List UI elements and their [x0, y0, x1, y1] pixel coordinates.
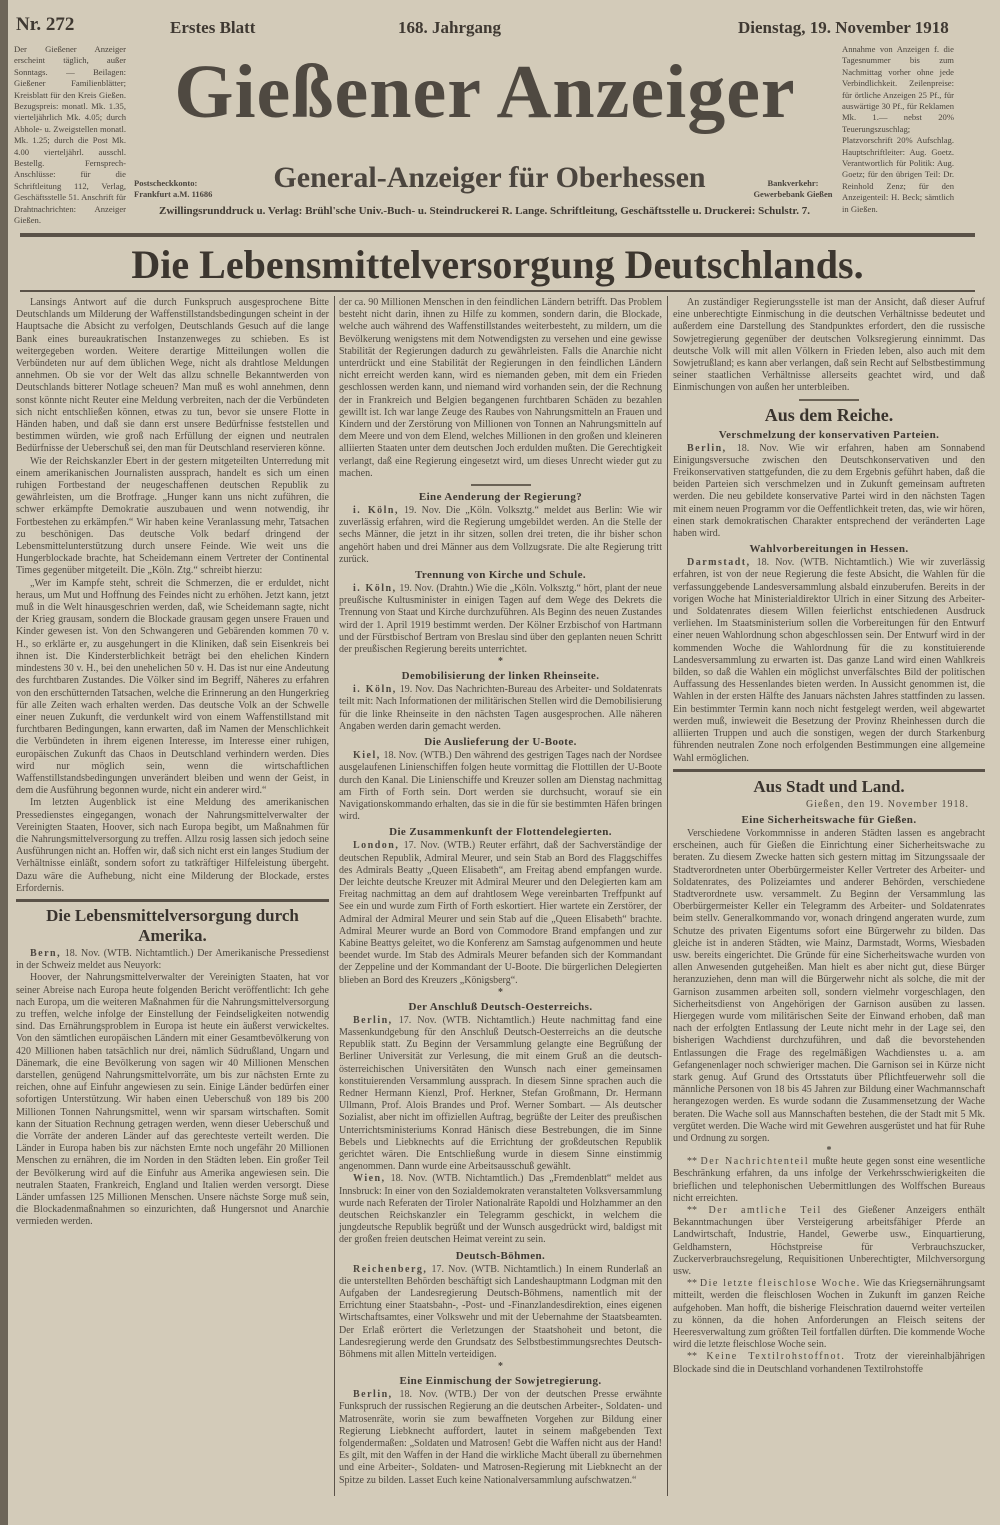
separator-star: *	[826, 1145, 832, 1157]
article-body: 17. Nov. (WTB.) Reuter erfährt, daß der Sachverständige der deutschen Republik, Admiral Meurer, und sein Stab an Bord des Flaggschiffes des Admirals Beatty „Queen Elisabeth“, am Freitag abend empfangen wurde. Der leichte deutsche Kreuzer mit Admiral Meurer und den Delegierten kam am Freitag nachmittag an dem auf drahtlosem Wege vereinbarten Treffpunkt auf See ein und wurde zum Firth of Forth eskortiert. Hier wartete ein Zerstörer, der Admiral der Admiral Meurer und sein Stab auf die „Queen Elisabeth“ brachte. Admiral Meurer wurde an Bord von Commodore Brand empfangen und zur Kabine Beattys geleitet, wo die Konferenz am Samstag aufgenommen und heute beendet wurde. Im Stab des Admirals Meurer befanden sich der Kommandant der Zeppeline und der Kommandant der U-Boote. Die bürgerlichen Delegierten blieben an Bord des Kreuzers „Königsberg“.	[339, 840, 662, 986]
column-3	[673, 297, 985, 1376]
note-text: des Gießener Anzeigers enthält Bekanntmachungen über Versteigerung arbeitsfähiger Pferde an Landwirtschaft, Industrie, Handel, Gewerbe usw., Einquartierung, Geldhamstern, Höchstpreise für Verbrauchszucker, Zuckerverbrauchsregelung, Requisitionen Unberechtigter, Milchversorgung usw.	[673, 1205, 985, 1278]
postscheck-label: Postscheckkonto:	[134, 178, 198, 188]
paragraph: Im letzten Augenblick ist eine Meldung des amerikanischen Pressedienstes eingegangen, wonach der Nahrungsmittelverwalter der Vereinigten Staaten, Hoover, sich nach Europa begibt, um Maßnahmen für die Nahrungsmittelversorgung zu treffen. Allzu rosig lassen sich jedoch seine Ausführungen nicht an. Hoffen wir, daß sich nicht erst ein langes Studium der Verhältnisse einläßt, sondern sofort zu tatkräftiger Hilfeleistung übergeht. Dazu wäre die Aufhebung, nicht eine Milderung der Blockade, erstes Erfordernis.	[16, 797, 329, 894]
article-body: 18. Nov. Wie wir erfahren, haben am Sonnabend Einigungsversuche zwischen den Deutschkonservativen und den Freikonservativen stattgefunden, die zu dem Ergebnis geführt haben, daß die beiden Parteien sich verschmelzen und in Zukunft gemeinsam auftreten werden. Die neu gebildete konservative Partei wird in den nächsten Tagen mit einem neuen Programm vor die Oeffentlichkeit treten, das, wie wir hören, einen stark demokratischen Charakter entsprechend der veränderten Lage haben wird.	[673, 442, 985, 540]
newspaper-subtitle: General-Anzeiger für Oberhessen	[273, 161, 706, 194]
article-text	[339, 840, 662, 986]
article-heading: Verschmelzung der konservativen Parteien.	[718, 428, 940, 441]
article-text	[339, 684, 662, 733]
note-text: mußte heute gegen sonst eine wesentliche Beschränkung erfahren, da uns infolge der Verkehrsschwierigkeiten die brieflichen und telephonischen Uebermittlungen des Wolffschen Bureaus nicht erreichten.	[673, 1156, 986, 1204]
dateline: Berlin,	[353, 1014, 393, 1026]
article-text	[673, 557, 985, 764]
volume-label: 168. Jahrgang	[398, 18, 501, 37]
article-text	[339, 750, 662, 823]
paragraph: An zuständiger Regierungsstelle ist man der Ansicht, daß dieser Aufruf eine unberechtigte Einmischung in die deutschen Verhältnisse bedeutet und außerdem eine Darstellung des Standpunktes erfordert, den die russische Sowjetregierung gegenüber der deutschen Volksregierung einnimmt. Das deutsche Volk will mit allen Völkern in Frieden leben, also auch mit dem Sowjetrußland; es kann aber verlangen, daß sein Recht auf Selbstbestimmung seiner staatlichen Verhältnisse allerseits geachtet wird, und daß Einmischungen von außen her unterbleiben.	[673, 297, 985, 394]
news-list	[673, 428, 985, 765]
news-item	[673, 428, 985, 541]
news-item	[339, 1000, 662, 1174]
note-marker: **	[687, 1205, 709, 1216]
article-body: 18. Nov. (WTB. Nichtamtlich.) Wie wir zuverlässig erfahren, ist von der neue Regierung die feste Absicht, die Wahlen für die verfassunggebende Landesversammlung alsbald einzuberufen. Bereits in der vorigen Woche hat Ministerialdirektor Ulrich in einer Sitzung des Arbeiter- und Soldatenrates diesem Willen feierlichst entschiedenen Ausdruck verliehen. Im Staatsministerium sollen die Vorbereitungen für den Entwurf einer neuen Wahlordnung schon abgeschlossen sein. Der Entwurf wird in der kommenden Woche die Wahlordnung für die zu konstituierende Landesversammlung zu erwarten ist. Das ganze Land wird einen Wahlkreis bilden, so daß die Wahlen ein möglichst unverfälschtes Bild der politischen Auffassung des Hessenlandes bieten werden. In Aussicht genommen ist, die Wahlen in der ersten Hälfte des Januars nächsten Jahres stattfinden zu lassen. Ein bestimmter Termin kann noch nicht festgelegt werden, weil abgewartet werden muß, inwieweit die Besetzung der Provinz Rheinhessen durch die alliierten Truppen und auch die sonstigen, wegen der durch Starkenburg führenden neutralen Zone noch erfolgenden Bestimmungen eine allgemeine Wahl ermöglichen.	[673, 557, 985, 764]
section-rule	[16, 899, 329, 902]
note-lead: Keine Textilrohstoffnot.	[706, 1351, 846, 1363]
note-marker: **	[687, 1278, 700, 1290]
issue-number: Nr. 272	[16, 14, 75, 35]
article-heading: Wahlvorbereitungen in Hessen.	[749, 543, 909, 556]
note-lead: Der Nachrichtenteil	[700, 1156, 810, 1168]
article-text	[339, 1173, 662, 1246]
newspaper-title: Gießener Anzeiger	[174, 50, 796, 134]
column-1	[16, 297, 329, 1229]
article-amerika	[16, 906, 329, 1229]
paragraph: Wie der Reichskanzler Ebert in der gestern mitgeteilten Unterredung mit einem amerikanischen Journalisten aussprach, handelt es sich um einen ruhigen Fortbestand der neugeschaffenen deutschen Republik zu gewährleisten, um die Brotfrage. „Hunger kann uns nicht zuführen, die schwer erkämpfte Demokratie auszubauen und wenn notwendig, ihr Fortbestehen zu erkämpfen.“ Wir haben keine Veranlassung mehr, Tatsachen zu beschönigen. Das deutsche Volk bedarf dringend der Lebensmittelunterstützung durch unsere Feinde. Wie weit uns die Hungerblockade brachte, hat Scheidemann einem Vertreter der Continental Times gegenüber mitgeteilt. Die „Köln. Ztg.“ schreibt hierzu:	[16, 455, 329, 577]
short-rule	[471, 484, 531, 486]
column-divider	[334, 296, 335, 1496]
note-lead: Der amtliche Teil	[708, 1205, 822, 1216]
article-text	[339, 583, 662, 656]
dateline: i. Köln,	[353, 583, 397, 595]
article-text	[339, 505, 662, 566]
article-heading: Eine Aenderung der Regierung?	[418, 491, 583, 504]
article-body: 18. Nov. (WTB. Nichtamtlich.) Das „Fremdenblatt“ meldet aus Innsbruck: In einer von den Sozialdemokraten veranstalteten Volksversammlung wurde nach Referaten der Tiroler Nationalräte Rapoldi und Holzhammer an den deutschen Reichskanzler ein Telegramm geschickt, in welchem die jungdeutsche Republik begrüßt und der Wunsch ausgedrückt wird, baldigst mit der großen freien deutschen Heimat vereint zu sein.	[339, 1173, 662, 1246]
article-heading: Die Lebensmittelversorgung durch Amerika.	[46, 905, 299, 945]
article-heading: Eine Sicherheitswache für Gießen.	[741, 813, 917, 826]
bank-info	[748, 178, 838, 201]
column-divider	[667, 296, 668, 1496]
note-item	[673, 1351, 985, 1375]
dateline: Darmstadt,	[687, 557, 751, 569]
article-heading: Eine Einmischung der Sowjetregierung.	[399, 1375, 602, 1388]
dateline: Reichenberg,	[353, 1263, 428, 1275]
article-body: 19. Nov. Die „Köln. Volksztg.“ meldet aus Berlin: Wie wir zuverlässig erfahren, wird die Regierung umgebildet werden. An die Stelle der sechs Männer, die jetzt in ihr sitzen, sollen drei treten, die ihr bisher schon angehört haben und drei Männer aus dem Vollzugsrate. Die alte Regierung tritt zurück.	[339, 505, 662, 565]
separator-star: *	[498, 656, 503, 668]
news-item	[339, 568, 662, 656]
note-item	[673, 1156, 985, 1205]
short-rule	[799, 399, 859, 401]
postscheck-info	[134, 178, 229, 201]
news-item	[673, 542, 985, 764]
article-text	[339, 1015, 662, 1174]
news-list	[339, 490, 662, 1487]
article-heading: Deutsch-Böhmen.	[455, 1249, 546, 1262]
sheet-label: Erstes Blatt	[170, 18, 256, 37]
separator-star: *	[498, 1361, 503, 1373]
advertising-info: Annahme von Anzeigen f. die Tagesnummer bis zum Nachmittag vorher ohne jede Verbindlichkeit. Zeilenpreise: für örtliche Anzeigen 25 Pf., für auswärtige 30 Pf., für Reklamen Mk. 1.— nebst 20% Teuerungszuschlag; Platzvorschrift 20% Aufschlag. Hauptschriftleiter: Aug. Goetz. Verantwortlich für Politik: Aug. Goetz; für den übrigen Teil: Dr. Reinhold Zenz; für den Anzeigenteil: H. Beck; sämtlich in Gießen.	[842, 44, 954, 214]
printer-line: Zwillingsrunddruck u. Verlag: Brühl'sche Univ.-Buch- u. Steindruckerei R. Lange. Schriftleitung, Geschäftsstelle u. Druckerei: Schulstr. 7.	[159, 205, 810, 217]
article-heading: Trennung von Kirche und Schule.	[414, 569, 587, 582]
section-heading-stadt: Aus Stadt und Land.	[753, 776, 905, 796]
subscription-info: Der Gießener Anzeiger erscheint täglich, außer Sonntags. — Beilagen: Gießener Familienblätter; Kreisblatt für den Kreis Gießen. Bezugspreis: monatl. Mk. 1.35, vierteljährlich Mk. 4.05; durch Abhole- u. Zweigstellen monatl. Mk. 1.25; durch die Post Mk. 4.00 vierteljährl. ausschl. Bestellg. Fernsprech-Anschlüsse: für die Schriftleitung 112, Verlag, Geschäftsstelle 51. Anschrift für Drahtnachrichten: Anzeiger Gießen.	[14, 44, 126, 226]
note-lead: Die letzte fleischlose Woche.	[699, 1278, 861, 1290]
dateline: i. Köln,	[353, 684, 397, 696]
article-heading: Die Auslieferung der U-Boote.	[424, 736, 577, 749]
article-text	[673, 443, 985, 541]
issue-date: Dienstag, 19. November 1918	[738, 18, 949, 37]
headline-rule	[20, 290, 975, 292]
note-item	[673, 1205, 985, 1278]
note-text: Wie das Kriegsernährungsamt mitteilt, werden die fleischlosen Wochen in Zukunft im ganzen Reiche aufgehoben. Man hofft, die bisherige Fleischration dauernd weiter verteilen zu können, da die hohen Anforderungen an Fleisch seitens der Heeresverwaltung zum größten Teil fortfallen dürften. Die kommende Woche wird die letzte fleischlose Woche sein.	[673, 1278, 986, 1351]
article-body: 18. Nov. (WTB.) Den während des gestrigen Tages nach der Nordsee ausgelaufenen Linienschiffen folgen heute vormittag die Flottillen der U-Boote durch den Kanal. Die Linienschiffe und Kreuzer sollen am Dienstag nachmittag am Firth of Forth sein. Dort werden sie durchsucht, worauf sie ein Navigationskommando erhalten, das sie in die für sie bestimmten Häfen bringen wird.	[339, 750, 662, 823]
note-marker: **	[687, 1351, 707, 1363]
paragraph: Verschiedene Vorkommnisse in anderen Städten lassen es angebracht erscheinen, auch für Gießen die Einrichtung einer Sicherheitswache zu beraten. Zu diesem Zwecke hatten sich gestern mittag im Sitzungssaale der Stadtverordneten unter Oberbürgermeister Keller Vertreter des Arbeiter- und Soldatenrates, des Polizeiamtes und anderer Behörden, verschiedene Stadtverordnete usw. versammelt. Zu Beginn der Versammlung las Oberbürgermeister Keller ein Telegramm des Arbeiter- und Soldatenrates beim stellv. Generalkommando vor, wonach dringend angeraten wurde, zum Schutze des privaten Eigentums sofort eine Bürgerwehr zu bilden. Das gleiche ist in anderen Städten, wie Mainz, Darmstadt, Worms, Wiesbaden usw. bereits eingerichtet. Die Gründe für eine Sicherheitswache wurden von allen Anwesenden gutgeheißen. Man hielt es aber nicht gut, diese Bürger heranzuziehen, denn man will die Bürgerwehr nicht als solche, die mit der Garnison zusammen arbeiten soll, sondern vielmehr vorgeschlagen, den Sicherheitsdienst von Angehörigen der Garnison ausüben zu lassen. Hiergegen wurde vom militärischen Seite der Einwand erhoben, daß man nach der erfolgten Entlassung der Leute nicht mehr in der Lage sei, den bisherigen Wachdienst durchzuführen, und daß die bevorstehenden Entlassungen die Frage des regelmäßigen Wachdienstes u. a. am Gefangenenlager noch schwieriger machen. Die Garnison sei in Kürze nicht stark genug. Auf Grund des Ortsstatuts über Pflichtfeuerwehr soll die männliche Personen von 18 bis 45 Jahren zur Bildung einer Wachmannschaft herangezogen werden. Es wurde sodann die Zusammensetzung der Wache beraten. Die Wache soll aus Mannschaften bestehen, die der Stadt mit 5 Mk. vergütet werden. Die Wache wird mit Gewehren ausgerüstet und hat für Ruhe und Ordnung zu sorgen.	[673, 827, 985, 1144]
article-heading: Die Zusammenkunft der Flottendelegierten.	[389, 826, 612, 839]
bank-value: Gewerbebank Gießen	[753, 189, 833, 200]
dateline: Berlin,	[353, 1389, 393, 1401]
local-dateline: Gießen, den 19. November 1918.	[805, 798, 969, 810]
dateline: Bern,	[30, 947, 62, 959]
lead-article	[16, 297, 329, 895]
article-body: 19. Nov. (Drahtn.) Wie die „Köln. Volksztg.“ hört, plant der neue preußische Kultusminister in einigen Tagen auf dem Wege des Dekrets die Trennung von Staat und Kirche durchzuführen. Als Beginn des neuen Zustandes wird der 1. April 1919 bestimmt werden. Der Kölner Erzbischof von Hartmann und der Fürstbischof Bertram von Breslau sind über den geplanten neuen Schritt der preußischen Regierung bereits unterrichtet.	[339, 583, 662, 656]
masthead-rule	[20, 233, 975, 237]
dateline: Wien,	[353, 1173, 386, 1185]
article-body: 17. Nov. (WTB. Nichtamtlich.) In einem Runderlaß an die unterstellten Behörden beschäftigt sich Landeshauptmann Lodgman mit den Aufgaben der Landesregierung Deutsch-Böhmens, namentlich mit der Errichtung einer Staatsbahn-, -Post- und -Finanzlandesdirektion, eines eigenen Wirtschaftsamtes, einer Volkswehr und mit der Uebernahme der Staatsbeamten. Der Erlaß erörtert die Verletzungen der Staatshoheit und betont, die Landesregierung werde den Grundsatz des Selbstbestimmungsrechtes Deutsch-Böhmens mit allen Mitteln verteidigen.	[339, 1263, 662, 1361]
column-2	[339, 297, 662, 1487]
paragraph: „Wer im Kampfe steht, schreit die Schmerzen, die er erduldet, nicht heraus, um Mut und Hoffnung des Feindes nicht zu erhöhen. Jetzt kann, jetzt muß in die Welt hinausgeschrien werden, daß, wie Scheidemann sagte, nicht der Krieg grausam, sondern die Blockade grausam gegen unsere Frauen und Kinder gewesen ist. Von den Schwangeren und Gebärenden kommen 70 v. H., so erklärte er, zu ausgehungert in die Kliniken, daß sein Eisenkreis bei ihnen ist. Die Kindersterblichkeit beträgt bei den ehelichen Kindern mindestens 30 v. H., bei den unehelichen 50 v. H. Das ist nur eine Andeutung des furchtbaren Zustandes. Die Völker sind im Begriff, Näheres zu erfahren von den erschütternden Tatsachen, welche die Erinnerung an den Hungerkrieg für alle Zeiten wach erhalten werden. Das deutsche Volk an der Schwelle einer neuen Zukunft, die verdunkelt wird von einem Waffenstillstand mit furchtbaren Bedingungen, kann erwarten, daß im Namen der Menschlichkeit die Verbündeten in ihrem eigenen Interesse, im Interesse einer ruhigen, europäischen Zukunft das Chaos in Deutschland verhindern werden. Dies wird nur möglich sein, wenn die wirtschaftlichen Waffenstillstandsbedingungen unverändert bleiben und wenn der Geist, in dem die Ausführung begonnen wurde, nicht ein anderer wird.“	[16, 577, 329, 797]
main-headline: Die Lebensmittelversorgung Deutschlands.	[131, 242, 864, 287]
news-item	[339, 490, 662, 566]
note-marker: **	[687, 1156, 701, 1168]
section-rule	[673, 769, 985, 772]
article-text: 18. Nov. (WTB. Nichtamtlich.) Der Amerikanische Pressedienst in der Schweiz meldet aus Neuyork:	[16, 947, 329, 972]
paragraph: Hoover, der Nahrungsmittelverwalter der Vereinigten Staaten, hat vor seiner Abreise nach Europa heute folgenden Bericht veröffentlicht: Ich gehe nach Europa, um die weiteren Maßnahmen für die Nahrungsmittelversorgung zu treffen, welche infolge der Einstellung der Feindseligkeiten notwendig sind. Das Ernährungsproblem in Europa ist heute ein äußerst verwickeltes. Von den sämtlichen europäischen Ländern mit einer Gesamtbevölkerung von 420 Millionen haben tatsächlich nur drei, nämlich Südrußland, Ungarn und Dänemark, die eine Bevölkerung von sagen wir 40 Millionen Menschen darstellen, genügend Nahrungsmittelvorräte, um bis zur nächsten Ernte zu reichen, ohne auf Einfuhr angewiesen zu sein. Einige Länder bedürfen einer sofortigen Unterstützung. Wir haben einen Ueberschuß von 189 bis 200 Millionen Tonnen Nahrungsmittel, wenn wir sparsam wirtschaften. Somit kann der Situation Rechnung getragen werden, wenn dieser Ueberschuß und die Vorräte der anderen Länder auf das gerechteste verteilt werden. Die Länder in Europa haben bis zur nächsten Ernte noch ungefähr 20 Millionen Menschen zu ernähren, die im Norden in den Städten leben. Ein großer Teil der Bevölkerung wird auf die Einfuhr aus Amerika angewiesen sein. Die neutralen Staaten, Frankreich, England und Italien werden versorgt. Diese Länder umfassen 125 Millionen Menschen. Unsere nächste Sorge muß sein, die Blockadenmaßnahmen so einzurichten, daß Hungersnot und Anarchie vermieden werden.	[16, 972, 329, 1228]
article-body: 18. Nov. (WTB.) Der von der deutschen Presse erwähnte Funkspruch der russischen Regierung an die deutschen Arbeiter-, Soldaten- und Matrosenräte, worin sie zum bewaffneten Vorgehen zur Bildung einer Regierung Liebknecht auffordert, lautet in seinem maßgebenden Text folgendermaßen: „Soldaten und Matrosen! Gebt die Waffen nicht aus der Hand! Es gilt, mit den Waffen in der Hand die wirkliche Macht überall zu übernehmen und eine Arbeiter-, Soldaten- und Matrosen-Regierung mit Liebknecht an der Spitze zu bilden. Lasset Euch keine Nationalversammlung aufschwatzen.“	[339, 1389, 662, 1486]
article-body: 19. Nov. Das Nachrichten-Bureau des Arbeiter- und Soldatenrats teilt mit: Nach Informationen der militärischen Stellen wird die Demobilisierung für die linke Rheinseite in den nächsten Tagen ausgesprochen. Alle näheren Angaben werden darin gemacht werden.	[339, 684, 662, 732]
postscheck-value: Frankfurt a.M. 11686	[134, 189, 213, 200]
note-item	[673, 1278, 985, 1351]
dateline: i. Köln,	[353, 505, 399, 517]
article-heading: Demobilisierung der linken Rheinseite.	[401, 670, 600, 683]
separator-star: *	[498, 986, 503, 998]
article-text	[339, 1389, 662, 1487]
paragraph: Lansings Antwort auf die durch Funkspruch ausgesprochene Bitte Deutschlands um Milderung der Waffenstillstandsbedingungen scheint in der Hauptsache die Absicht zu verfolgen, Deutschlands Gesuch auf die lange Bank eines bureaukratischen Instanzenweges zu schieben. Es ist weitergegeben worden. Weitere derartige Mitteilungen wollen die Verbündeten nur auf dem üblichen Wege, nicht als drahtlose Meldungen annehmen. Ob sie vor der Welt das allzu schnelle Bekanntwerden von Deutschlands bitterer Notlage scheuen? Man muß es wohl annehmen, denn sonst könnte nicht Reuter eine Meldung verbreiten, nach der die Verbündeten sich nicht entschließen können, etwas zu tun, bevor sie unsere Flotte in Händen haben, und daß sie dann erst unsere Bedürfnisse feststellen und bestimmen würden, wie groß nach Erfüllung der eignen und neutralen Bedürfnisse der Ueberschuß sei, den man für Deutschland reservieren könne.	[16, 297, 329, 455]
news-item	[339, 825, 662, 986]
dateline: London,	[353, 840, 400, 852]
paragraph: der ca. 90 Millionen Menschen in den feindlichen Ländern betrifft. Das Problem besteht nicht darin, ihnen zu Hilfe zu kommen, sondern darin, die Blockade, welche auch während des Waffenstillstandes weiterbesteht, zu mildern, um die Bevölkerung wenigstens mit dem Notwendigsten zu versehen und eine gewisse Stabilität der Regierungen dadurch zu gewährleisten. Falls die Anarchie nicht unterdrückt und eine Stabilität der Regierungen in den feindlichen Ländern nicht erreicht werden kann, wird es niemanden geben, mit dem ein Frieden geschlossen werden kann, und niemand wird vorhanden sein, der die Rechnung der in Frankreich und Belgien begangenen furchtbaren Schäden zu bezahlen gewillt ist. Ich war lange Zeuge des Raubes von Nahrungsmitteln an Frauen und Kindern und der Zerstörung von Millionen von Tonnen an Nahrungsmitteln auf dem Meere und von dem Elend, welches Millionen in den großen und kleineren alliierten Staaten unter dem deutschen Joch erdulden mußten. Die Gerechtigkeit verlangt, daß eine Regierung eingesetzt wird, um dieses Unrecht wieder gut zu machen.	[339, 297, 662, 479]
news-item	[339, 1249, 662, 1362]
notes-list	[673, 1156, 985, 1376]
page-edge	[0, 0, 8, 1525]
dateline: Kiel,	[353, 750, 381, 762]
dateline: Berlin,	[687, 442, 727, 454]
news-item	[339, 669, 662, 733]
article-body: 17. Nov. (WTB. Nichtamtlich.) Heute nachmittag fand eine Massenkundgebung für den Anschluß Deutsch-Oesterreichs an die deutsche Republik statt. Zu Beginn der Versammlung gelangte eine Begrüßung der Berliner Universität zur Verlesung, die mit einem Gruß an die deutsch-österreichischen Universitäten den Wunsch nach einer gemeinsamen konstituierenden Versammlung aussprach. In diesem Sinne sprachen auch die Redner Hermann Kienzl, Prof. Herkner, Stefan Großmann, Dr. Hermann Ullmann, Prof. Alois Brandes und Prof. Werner Sombart. — Als deutscher Sozialist, aber nicht im offiziellen Auftrag, begrüßte der Leiter des preußischen Unterrichtsministeriums Konrad Hänisch diese Bestrebungen, die im Sinne Bebels und Liebknechts auf die Errichtung der großdeutschen Republik gerichtet wären. Die Entschließung wurde in diesem Sinne einstimmig angenommen. Dann wurde eine Arbeitsausschuß gewählt.	[339, 1014, 662, 1173]
article-heading: Der Anschluß Deutsch-Oesterreichs.	[408, 1000, 593, 1013]
bank-label: Bankverkehr:	[767, 178, 819, 188]
note-text: Trotz der viereinhalbjährigen Blockade sind die in Deutschland vorhandenen Textilrohstoffe	[673, 1351, 985, 1375]
news-item	[339, 735, 662, 823]
news-item	[339, 1374, 662, 1487]
article-text	[339, 1264, 662, 1362]
news-item	[339, 1173, 662, 1246]
section-heading-reich: Aus dem Reiche.	[764, 404, 894, 425]
